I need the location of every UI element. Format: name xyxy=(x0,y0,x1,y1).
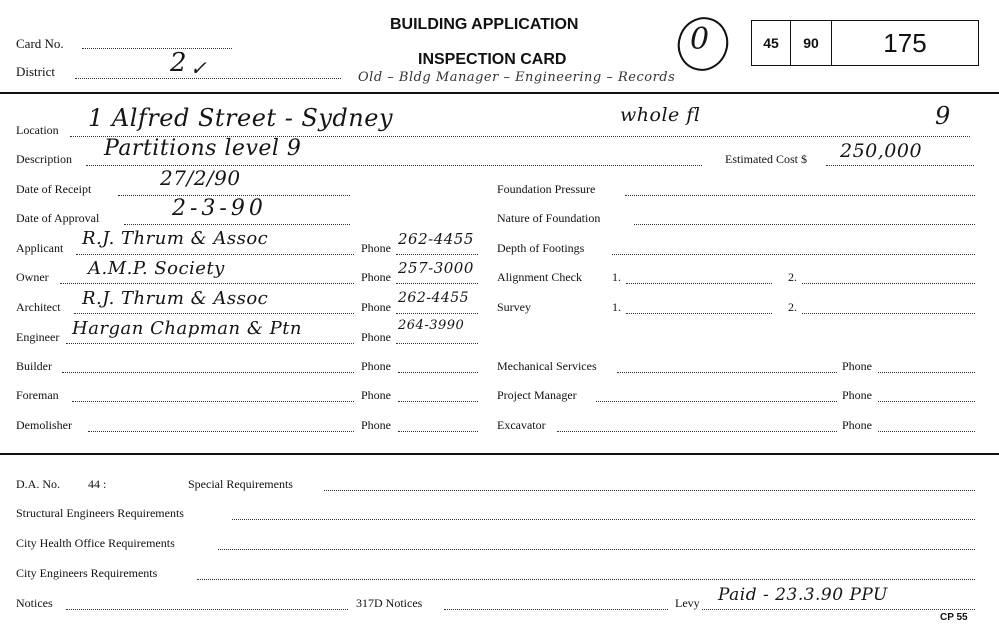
project-manager-phone-line xyxy=(878,401,975,402)
city-engineers-label: City Engineers Requirements xyxy=(16,566,158,580)
builder-phone-line xyxy=(398,372,478,373)
card-no-label: Card No. xyxy=(16,36,64,51)
notices-317d-label: 317D Notices xyxy=(356,596,423,610)
card-no-line xyxy=(82,48,232,49)
alignment-line2 xyxy=(802,283,975,284)
location-label: Location xyxy=(16,123,59,137)
demolisher-label: Demolisher xyxy=(16,418,72,432)
date-receipt-value: 27/2/90 xyxy=(160,166,241,190)
survey-line1 xyxy=(626,313,772,314)
excavator-phone-line xyxy=(878,431,975,432)
form-code: CP 55 xyxy=(940,612,968,623)
demolisher-line xyxy=(88,431,354,432)
excavator-phone-label: Phone xyxy=(842,418,872,432)
notices-label: Notices xyxy=(16,596,53,610)
special-requirements-line xyxy=(324,490,975,491)
date-approval-label: Date of Approval xyxy=(16,211,100,225)
applicant-phone-label: Phone xyxy=(361,241,391,255)
nature-foundation-label: Nature of Foundation xyxy=(497,211,601,225)
builder-phone-label: Phone xyxy=(361,359,391,373)
engineer-phone-label: Phone xyxy=(361,330,391,344)
engineer-label: Engineer xyxy=(16,330,60,344)
circled-mark-text: 0 xyxy=(690,22,710,57)
routing-note: Old – Bldg Manager – Engineering – Records xyxy=(358,70,676,85)
depth-footings-line xyxy=(612,254,975,255)
foundation-pressure-line xyxy=(625,195,975,196)
foreman-phone-line xyxy=(398,401,478,402)
district-line xyxy=(75,78,341,79)
builder-line xyxy=(62,372,354,373)
lower-divider xyxy=(0,453,999,455)
applicant-phone: 262-4455 xyxy=(398,230,474,248)
applicant-value: R.J. Thrum & Assoc xyxy=(82,228,269,249)
applicant-phone-line xyxy=(396,254,478,255)
mechanical-services-label: Mechanical Services xyxy=(497,359,597,373)
alignment-num2: 2. xyxy=(788,270,797,284)
applicant-label: Applicant xyxy=(16,241,64,255)
description-value: Partitions level 9 xyxy=(104,136,302,161)
excavator-label: Excavator xyxy=(497,418,546,432)
survey-num1: 1. xyxy=(612,300,621,314)
survey-line2 xyxy=(802,313,975,314)
foundation-pressure-label: Foundation Pressure xyxy=(497,182,596,196)
architect-phone: 262-4455 xyxy=(398,290,470,306)
district-tick: ✓ xyxy=(190,56,208,80)
location-extra: whole fl xyxy=(620,104,701,126)
owner-value: A.M.P. Society xyxy=(88,258,225,279)
notices-317d-line xyxy=(444,609,668,610)
applicant-line xyxy=(76,254,354,255)
project-manager-label: Project Manager xyxy=(497,388,577,402)
owner-phone: 257-3000 xyxy=(398,259,474,277)
da-label: D.A. No. xyxy=(16,477,60,491)
code-box-1: 45 xyxy=(751,20,791,66)
foreman-line xyxy=(72,401,354,402)
levy-label: Levy xyxy=(675,596,700,610)
structural-line xyxy=(232,519,975,520)
city-health-line xyxy=(218,549,975,550)
foreman-label: Foreman xyxy=(16,388,59,402)
survey-label: Survey xyxy=(497,300,531,314)
nature-foundation-line xyxy=(634,224,975,225)
description-label: Description xyxy=(16,152,72,166)
owner-phone-line xyxy=(396,283,478,284)
mechanical-services-line xyxy=(617,372,837,373)
date-approval-line xyxy=(124,224,350,225)
demolisher-phone-label: Phone xyxy=(361,418,391,432)
excavator-line xyxy=(557,431,837,432)
owner-label: Owner xyxy=(16,270,49,284)
architect-label: Architect xyxy=(16,300,61,314)
owner-line xyxy=(60,283,354,284)
estimated-cost-line xyxy=(826,165,974,166)
mechanical-phone-label: Phone xyxy=(842,359,872,373)
levy-value: Paid - 23.3.90 PPU xyxy=(718,585,888,605)
estimated-cost-value: 250,000 xyxy=(840,140,923,162)
da-value: 44 : xyxy=(88,477,107,491)
district-value: 2 xyxy=(170,48,188,78)
engineer-line xyxy=(66,343,354,344)
owner-phone-label: Phone xyxy=(361,270,391,284)
depth-footings-label: Depth of Footings xyxy=(497,241,585,255)
architect-value: R.J. Thrum & Assoc xyxy=(82,288,269,309)
foreman-phone-label: Phone xyxy=(361,388,391,402)
survey-num2: 2. xyxy=(788,300,797,314)
location-value: 1 Alfred Street - Sydney xyxy=(88,104,394,132)
header-divider xyxy=(0,92,999,94)
project-manager-line xyxy=(596,401,837,402)
city-health-label: City Health Office Requirements xyxy=(16,536,175,550)
structural-label: Structural Engineers Requirements xyxy=(16,506,184,520)
project-manager-phone-label: Phone xyxy=(842,388,872,402)
builder-label: Builder xyxy=(16,359,52,373)
architect-phone-label: Phone xyxy=(361,300,391,314)
date-receipt-label: Date of Receipt xyxy=(16,182,92,196)
alignment-check-label: Alignment Check xyxy=(497,270,582,284)
alignment-line1 xyxy=(626,283,772,284)
engineer-phone-line xyxy=(396,343,478,344)
estimated-cost-label: Estimated Cost $ xyxy=(725,152,807,166)
location-floor: 9 xyxy=(935,102,951,130)
city-engineers-line xyxy=(197,579,975,580)
architect-line xyxy=(74,313,354,314)
title-line1: BUILDING APPLICATION xyxy=(390,16,579,33)
mechanical-phone-line xyxy=(878,372,975,373)
architect-phone-line xyxy=(396,313,478,314)
title-line2: INSPECTION CARD xyxy=(418,51,567,68)
alignment-num1: 1. xyxy=(612,270,621,284)
engineer-phone: 264-3990 xyxy=(398,318,465,333)
demolisher-phone-line xyxy=(398,431,478,432)
card-number-box: 175 xyxy=(831,20,979,66)
date-approval-value: 2-3-90 xyxy=(172,196,267,221)
district-label: District xyxy=(16,64,55,79)
special-requirements-label: Special Requirements xyxy=(188,477,293,491)
engineer-value: Hargan Chapman & Ptn xyxy=(72,318,303,339)
notices-line xyxy=(66,609,348,610)
levy-line xyxy=(702,609,975,610)
code-box-2: 90 xyxy=(790,20,832,66)
